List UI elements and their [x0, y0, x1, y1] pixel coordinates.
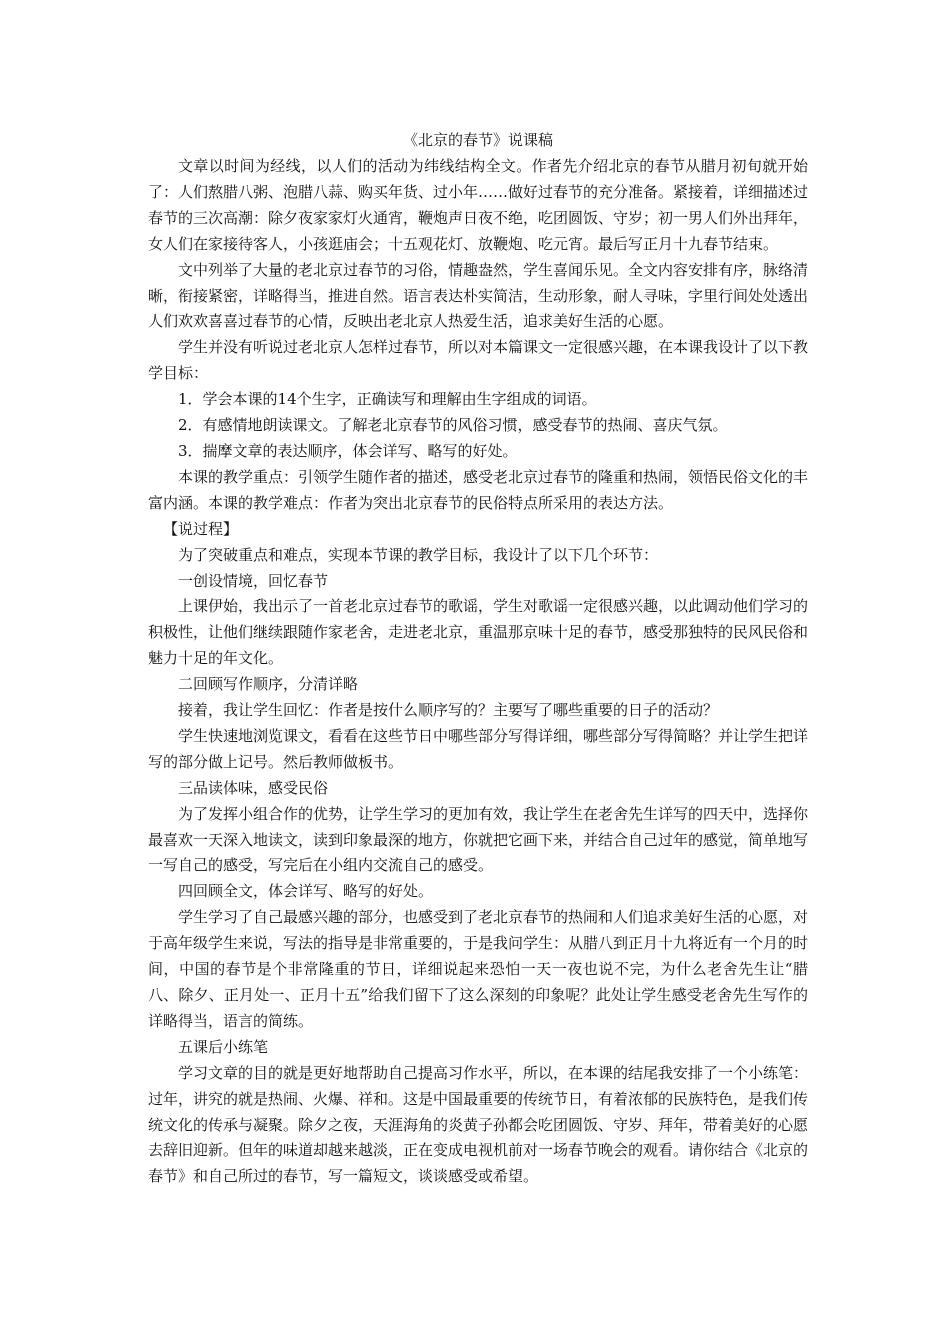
- goal-item-3: 3．揣摩文章的表达顺序，体会详写、略写的好处。: [178, 441, 518, 460]
- paragraph-step-2a: 接着，我让学生回忆：作者是按什么顺序写的？主要写了哪些重要的日子的活动？: [178, 701, 719, 720]
- step-heading-5: 五课后小练笔: [178, 1037, 269, 1056]
- paragraph-goals-intro: 学生并没有听说过老北京人怎样过春节，所以对本篇课文一定很感兴趣，在本课我设计了以下教学目标：: [148, 338, 809, 383]
- paragraph-customs: 文中列举了大量的老北京过春节的习俗，情趣盎然，学生喜闻乐见。全文内容安排有序，脉络清晰，衔接紧密，详略得当，推进自然。语言表达朴实简洁，生动形象，耐人寻味，字里行间处处透出人们欢欢喜喜过春节的心情，反映出老北京人热爱生活，追求美好生活的心愿。: [148, 260, 809, 331]
- step-heading-2: 二回顾写作顺序，分清详略: [178, 675, 359, 694]
- document-body: [148, 128, 808, 1190]
- paragraph-step-3: 为了发挥小组合作的优势，让学生学习的更加有效，我让学生在老舍先生详写的四天中，选择你最喜欢一天深入地读文，读到印象最深的地方，你就把它画下来，并结合自己过年的感觉，简单地写一写自己的感受，写完后在小组内交流自己的感受。: [148, 804, 809, 875]
- paragraph-step-1: 上课伊始，我出示了一首老北京过春节的歌谣，学生对歌谣一定很感兴趣，以此调动他们学习的积极性，让他们继续跟随作家老舍，走进老北京，重温那京味十足的春节，感受那独特的民风民俗和魅力十足的年文化。: [148, 597, 809, 668]
- paragraph-process-intro: 为了突破重点和难点，实现本节课的教学目标，我设计了以下几个环节：: [178, 545, 659, 564]
- step-heading-3: 三品读体味，感受民俗: [178, 778, 329, 797]
- section-heading-process: 【说过程】: [163, 519, 239, 538]
- goal-item-1: 1．学会本课的14个生字，正确读写和理解由生字组成的词语。: [178, 390, 597, 409]
- paragraph-step-2b: 学生快速地浏览课文，看看在这些节日中哪些部分写得详细，哪些部分写得简略？并让学生把详写的部分做上记号。然后教师做板书。: [148, 726, 809, 771]
- paragraph-step-4: 学生学习了自己最感兴趣的部分，也感受到了老北京春节的热闹和人们追求美好生活的心愿，对于高年级学生来说，写法的指导是非常重要的，于是我问学生：从腊八到正月十九将近有一个月的时间，中国的春节是个非常隆重的节日，详细说起来恐怕一天一夜也说不完，为什么老舍先生让“腊八、除夕、正月处一、正月十五”给我们留下了这么深刻的印象呢？此处让学生感受老舍先生写作的详略得当，语言的简练。: [148, 908, 809, 1030]
- step-heading-4: 四回顾全文，体会详写、略写的好处。: [178, 882, 434, 901]
- goal-item-2: 2．有感情地朗读课文。了解老北京春节的风俗习惯，感受春节的热闹、喜庆气氛。: [178, 416, 728, 435]
- paragraph-structure: 文章以时间为经线，以人们的活动为纬线结构全文。作者先介绍北京的春节从腊月初旬就开始了：人们熬腊八粥、泡腊八蒜、购买年货、过小年……做好过春节的充分准备。紧接着，详细描述过春节的三次高潮：除夕夜家家灯火通宵，鞭炮声日夜不绝，吃团圆饭、守岁；初一男人们外出拜年，女人们在家接待客人，小孩逛庙会；十五观花灯、放鞭炮、吃元宵。最后写正月十九春节结束。: [148, 157, 809, 253]
- paragraph-key-points: 本课的教学重点：引领学生随作者的描述，感受老北京过春节的隆重和热闹，领悟民俗文化的丰富内涵。本课的教学难点：作者为突出北京春节的民俗特点所采用的表达方法。: [148, 467, 809, 512]
- paragraph-step-5: 学习文章的目的就是更好地帮助自己提高习作水平，所以，在本课的结尾我安排了一个小练笔：过年，讲究的就是热闹、火爆、祥和。这是中国最重要的传统节日，有着浓郁的民族特色，是我们传统文化的传承与凝聚。除夕之夜，天涯海角的炎黄子孙都会吃团圆饭、守岁、拜年，带着美好的心愿去辞旧迎新。但年的味道却越来越淡，正在变成电视机前对一场春节晚会的观看。请你结合《北京的春节》和自己所过的春节，写一篇短文，谈谈感受或希望。: [148, 1063, 809, 1186]
- document-title: 《北京的春节》说课稿: [402, 131, 553, 149]
- step-heading-1: 一创设情境，回忆春节: [178, 571, 329, 590]
